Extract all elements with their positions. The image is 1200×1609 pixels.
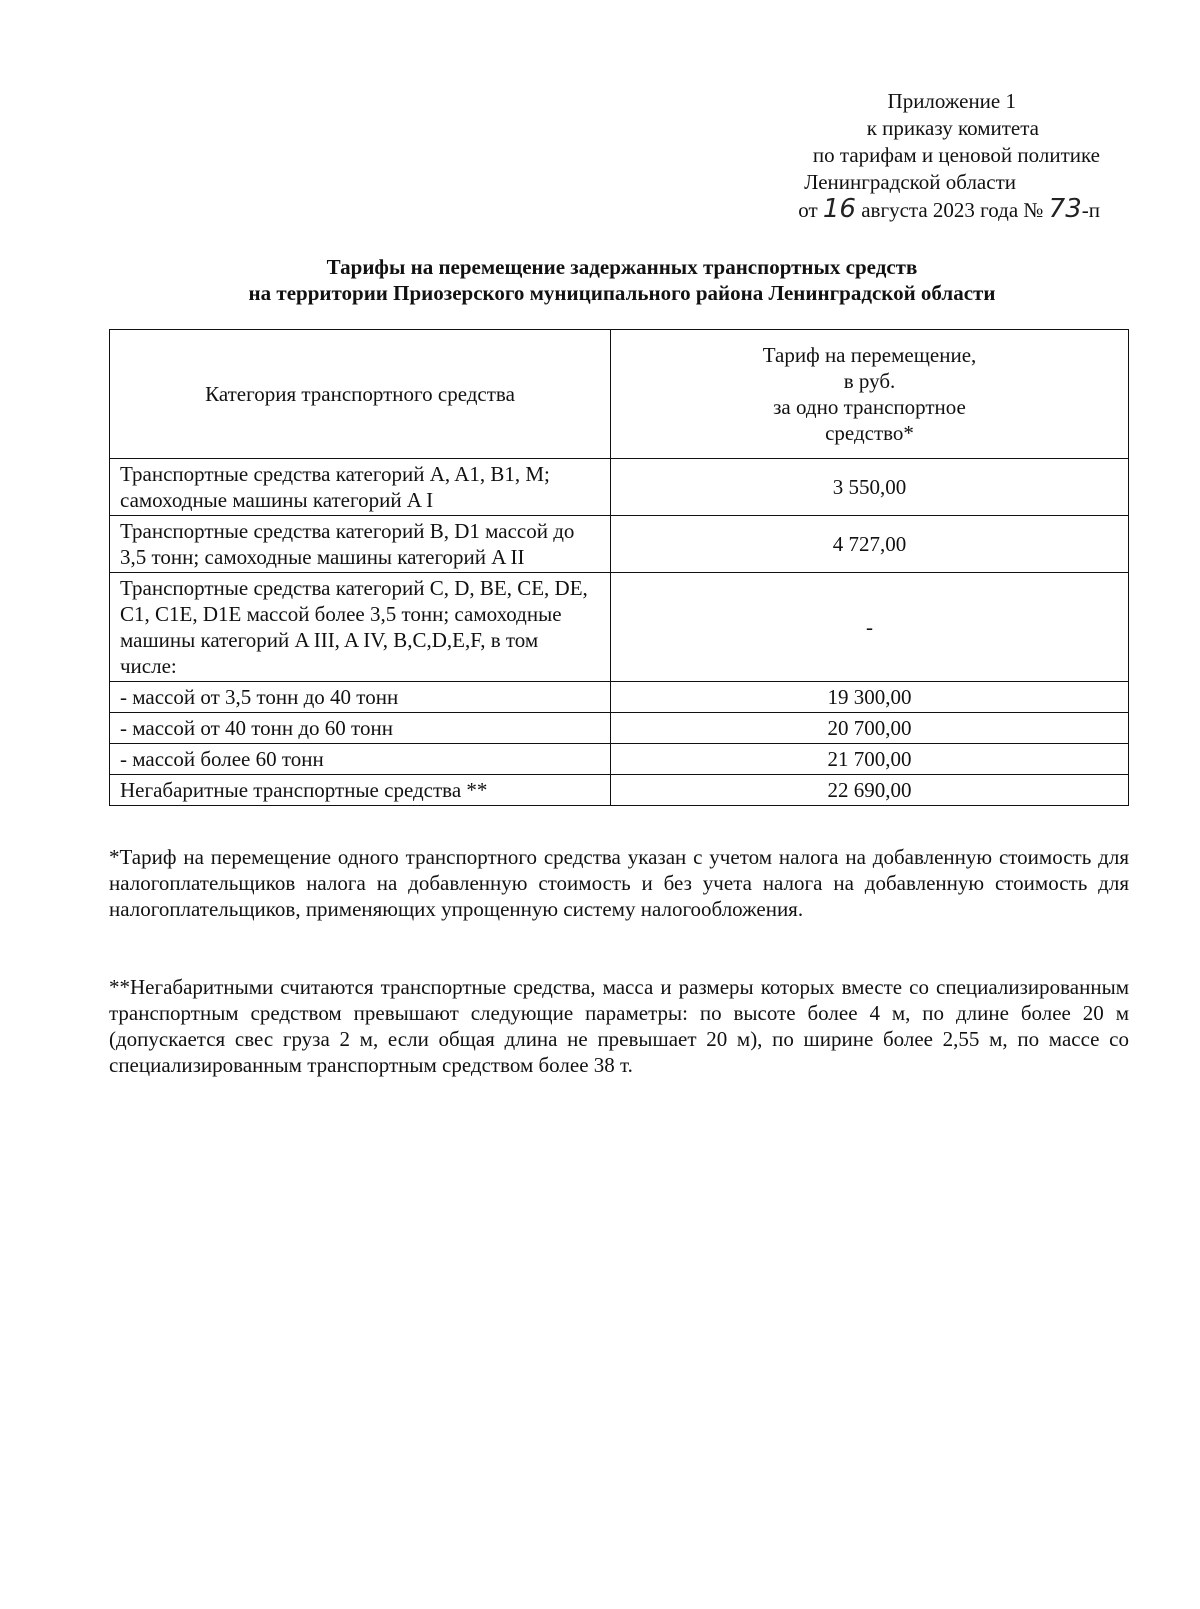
order-date-line xyxy=(700,196,1100,224)
row-tariff: 22 690,00 xyxy=(611,775,1129,806)
footnote-vat: *Тариф на перемещение одного транспортного средства указан с учетом налога на добавленную стоимость для налогоплательщиков налога на добавленную стоимость и без учета налога на добавленную стоимость для налогоплательщиков, применяющих упрощенную систему налогообложения. xyxy=(109,845,1129,921)
header-tariff-line: за одно транспортное xyxy=(773,395,966,419)
row-category: - массой от 3,5 тонн до 40 тонн xyxy=(110,682,611,713)
row-category: - массой от 40 тонн до 60 тонн xyxy=(110,713,611,744)
row-category: Транспортные средства категорий A, A1, B1, M; самоходные машины категорий A I xyxy=(110,459,611,516)
date-prefix: от xyxy=(798,198,818,222)
row-tariff: 4 727,00 xyxy=(611,516,1129,573)
handwritten-day: 16 xyxy=(822,194,856,224)
table-row xyxy=(110,744,1129,775)
handwritten-order-number: 73 xyxy=(1048,194,1082,224)
appendix-line: по тарифам и ценовой политике xyxy=(812,143,1100,167)
row-tariff: 20 700,00 xyxy=(611,713,1129,744)
order-suffix: -п xyxy=(1081,198,1100,222)
table-row xyxy=(110,682,1129,713)
table-row xyxy=(110,713,1129,744)
table-header-row xyxy=(110,330,1129,459)
tariff-table xyxy=(109,329,1129,806)
table-row xyxy=(110,516,1129,573)
date-middle: августа 2023 года № xyxy=(861,198,1044,222)
appendix-line: к приказу комитета xyxy=(866,116,1039,140)
row-tariff: - xyxy=(611,573,1129,682)
row-category: - массой более 60 тонн xyxy=(110,744,611,775)
row-tariff: 21 700,00 xyxy=(611,744,1129,775)
appendix-line: Ленинградской области xyxy=(804,170,1016,194)
row-category: Негабаритные транспортные средства ** xyxy=(110,775,611,806)
header-tariff xyxy=(611,330,1129,459)
header-category: Категория транспортного средства xyxy=(110,330,611,459)
table-row xyxy=(110,459,1129,516)
appendix-block xyxy=(700,88,1100,224)
row-tariff: 3 550,00 xyxy=(611,459,1129,516)
appendix-line: Приложение 1 xyxy=(887,89,1016,113)
header-tariff-line: в руб. xyxy=(843,369,896,393)
table-row xyxy=(110,775,1129,806)
title-line: на территории Приозерского муниципального района Ленинградской области xyxy=(248,281,996,305)
row-category: Транспортные средства категорий B, D1 массой до 3,5 тонн; самоходные машины категорий A II xyxy=(110,516,611,573)
table-row xyxy=(110,573,1129,682)
row-category: Транспортные средства категорий C, D, BE, CE, DE, C1, C1E, D1E массой более 3,5 тонн; самоходные машины категорий A III, A IV, B,C,D,E,F, в том числе: xyxy=(110,573,611,682)
title-line: Тарифы на перемещение задержанных транспортных средств xyxy=(326,255,918,279)
header-tariff-line: Тариф на перемещение, xyxy=(762,343,977,367)
footnote-oversized: **Негабаритными считаются транспортные средства, масса и размеры которых вместе со специализированным транспортным средством превышают следующие параметры: по высоте более 4 м, по длине более 20 м (допускается свес груза 2 м, если общая длина не превышает 20 м), по ширине более 2,55 м, по массе со специализированным транспортным средством более 38 т. xyxy=(109,975,1129,1077)
header-tariff-line: средство* xyxy=(825,421,914,445)
document-title xyxy=(100,254,1144,306)
row-tariff: 19 300,00 xyxy=(611,682,1129,713)
